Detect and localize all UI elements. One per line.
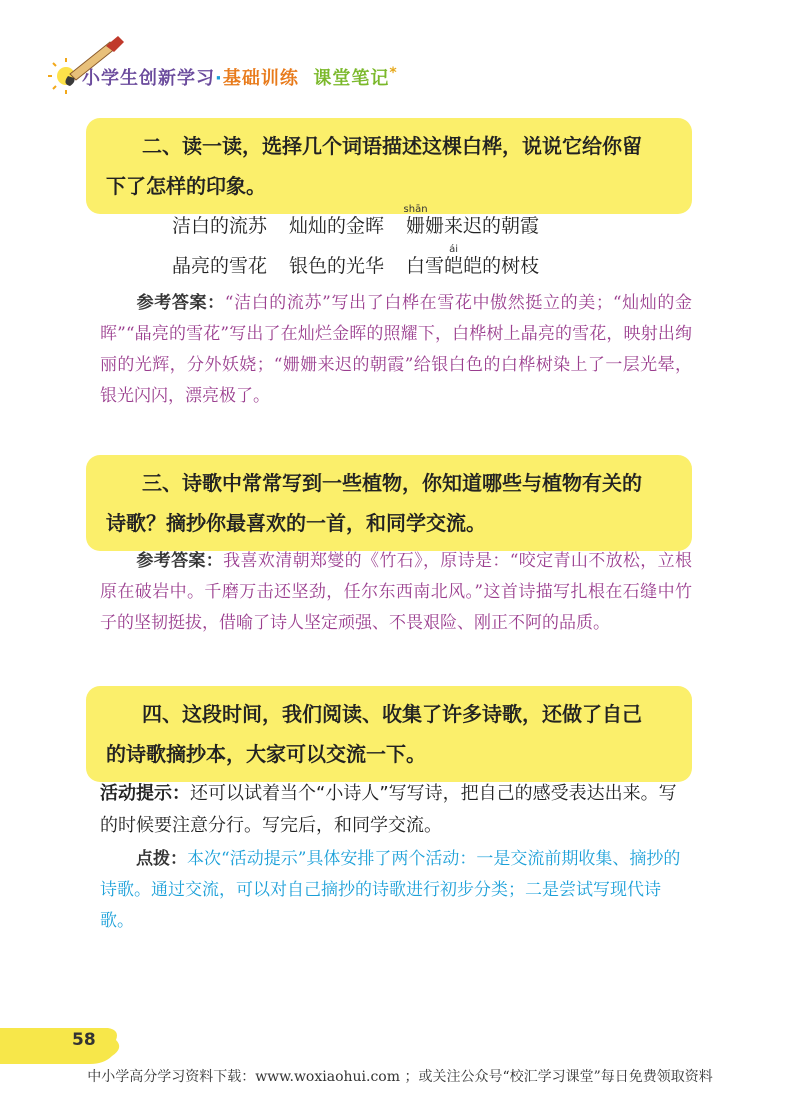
answer-3 (100, 546, 692, 639)
word-list-row2 (172, 244, 539, 286)
series-title (82, 64, 398, 90)
series-title-part2: 基础训练 (222, 68, 299, 89)
word-rest: 姗来迟的朝霞 (425, 215, 540, 237)
answer-2 (100, 288, 692, 412)
question-2-line1: 二、读一读，选择几个词语描述这棵白桦，说说它给你留 (142, 134, 642, 158)
answer-label: 参考答案： (136, 551, 224, 571)
question-4-line2: 的诗歌摘抄本，大家可以交流一下。 (106, 742, 426, 766)
question-4-line1: 四、这段时间，我们阅读、收集了许多诗歌，还做了自己 (142, 702, 642, 726)
activity-label: 活动提示： (100, 783, 190, 804)
page-corner-decoration (0, 1022, 130, 1066)
word-item (406, 244, 540, 277)
pinyin-annotation: shān (403, 204, 428, 215)
word-char: 皑 (444, 255, 464, 277)
activity-hint (100, 778, 692, 842)
activity-text: 还可以试着当个“小诗人”写写诗，把自己的感受表达出来。写的时候要注意分行。写完后，和同学交流。 (100, 783, 677, 836)
question-banner-4 (86, 686, 692, 782)
star-icon: * (389, 65, 398, 81)
series-title-part1: 小学生创新学习 (82, 68, 215, 89)
answer-label: 参考答案： (136, 293, 225, 313)
footer-text: 中小学高分学习资料下载：www.woxiaohui.com ；或关注公众号“校汇学习课堂”每日免费领取资料 (87, 1069, 713, 1085)
word-item (403, 204, 540, 237)
question-2-line2: 下了怎样的印象。 (106, 174, 266, 198)
word-item: 银色的光华 (289, 255, 385, 277)
word-list-row1 (172, 204, 539, 246)
word-char: 姗 (403, 215, 428, 237)
tip-label: 点拨： (136, 849, 187, 869)
word-rest: 皑的树枝 (463, 255, 540, 277)
word-item: 灿灿的金晖 (289, 215, 385, 237)
tip-note (100, 844, 692, 937)
pinyin-annotation: ái (444, 244, 464, 255)
question-banner-3 (86, 455, 692, 551)
answer-text: 我喜欢清朝郑燮的《竹石》，原诗是：“咬定青山不放松，立根原在破岩中。千磨万击还坚劲，任尔东西南北风。”这首诗描写扎根在石缝中竹子的坚韧挺拔，借喻了诗人坚定顽强、不畏艰险、刚正不阿的品质。 (100, 551, 692, 633)
question-3-line1: 三、诗歌中常常写到一些植物，你知道哪些与植物有关的 (142, 471, 642, 495)
word-item: 晶亮的雪花 (172, 255, 268, 277)
page-number: 58 (72, 1030, 96, 1050)
series-title-dot: · (215, 68, 223, 89)
word-item: 洁白的流苏 (172, 215, 268, 237)
word-pre: 白雪 (406, 255, 445, 277)
page-header (48, 36, 468, 96)
series-title-part3: 课堂笔记 (313, 68, 390, 89)
question-3-line2: 诗歌？摘抄你最喜欢的一首，和同学交流。 (106, 511, 486, 535)
answer-text: “洁白的流苏”写出了白桦在雪花中傲然挺立的美；“灿灿的金晖”“晶亮的雪花”写出了在灿烂金晖的照耀下，白桦树上晶亮的雪花，映射出绚丽的光辉，分外妖娆；“姗姗来迟的朝霞”给银白色的白桦树染上了一层光晕，银光闪闪，漂亮极了。 (100, 293, 693, 406)
tip-text: 本次“活动提示”具体安排了两个活动：一是交流前期收集、摘抄的诗歌。通过交流，可以对自己摘抄的诗歌进行初步分类；二是尝试写现代诗歌。 (100, 849, 681, 931)
question-banner-2 (86, 118, 692, 214)
